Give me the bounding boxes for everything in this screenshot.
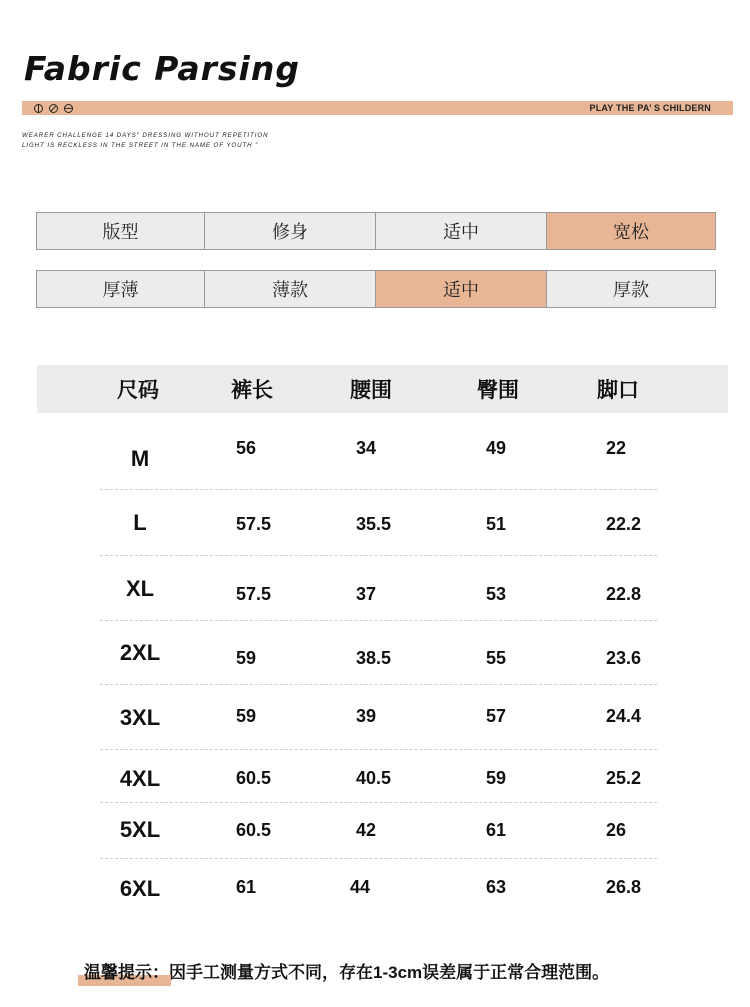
table-cell: 39 — [356, 706, 377, 726]
tagline-line-2: LIGHT IS RECKLESS IN THE STREET IN THE NAME OF YOUTH " — [22, 142, 259, 149]
table-cell: 59 — [236, 706, 257, 726]
band-tag: PLAY THE PA’ S CHILDERN — [589, 103, 711, 113]
table-cell: 60.5 — [236, 820, 272, 840]
table-cell: 38.5 — [356, 648, 392, 668]
table-cell: 37 — [356, 584, 377, 604]
circle-slash-icon — [49, 104, 58, 113]
column-header: 臀围 — [477, 379, 519, 402]
row-divider — [100, 489, 657, 490]
table-cell: 22.2 — [606, 514, 642, 534]
table-cell: 60.5 — [236, 768, 272, 788]
table-cell: 55 — [486, 648, 507, 668]
size-table-header — [37, 365, 728, 413]
row-divider — [100, 684, 657, 685]
attribute-option: 适中 — [376, 213, 547, 249]
table-cell: 57.5 — [236, 584, 272, 604]
table-cell: 56 — [236, 438, 257, 458]
row-divider — [100, 555, 657, 556]
table-cell: 51 — [486, 514, 507, 534]
table-cell: 42 — [356, 820, 377, 840]
attribute-row — [36, 212, 716, 250]
table-cell: 34 — [356, 438, 377, 458]
page-title: Fabric Parsing — [24, 49, 300, 88]
table-cell: 24.4 — [606, 706, 642, 726]
table-cell: 22 — [606, 438, 627, 458]
note-label: 温馨提示： — [84, 963, 169, 982]
row-divider — [100, 802, 657, 803]
table-cell: 35.5 — [356, 514, 392, 534]
column-header: 裤长 — [231, 379, 273, 402]
row-divider — [100, 858, 657, 859]
note-text: 因手工测量方式不同，存在1-3cm误差属于正常合理范围。 — [169, 963, 610, 982]
measurement-note — [84, 958, 609, 983]
table-cell: 40.5 — [356, 768, 392, 788]
table-cell: 61 — [486, 820, 507, 840]
size-label: 3XL — [119, 705, 161, 730]
table-cell: 53 — [486, 584, 507, 604]
row-divider — [100, 749, 657, 750]
row-divider — [100, 620, 657, 621]
size-label: 4XL — [119, 766, 161, 791]
table-cell: 57 — [486, 706, 507, 726]
column-header: 脚口 — [597, 379, 639, 402]
column-header: 尺码 — [117, 379, 159, 402]
table-cell: 59 — [486, 768, 507, 788]
tagline-line-1: WEARER CHALLENGE 14 DAYS" DRESSING WITHOUT REPETITION — [22, 132, 269, 139]
table-cell: 22.8 — [606, 584, 642, 604]
size-label: 2XL — [119, 640, 161, 665]
size-label: M — [130, 446, 150, 471]
size-label: 6XL — [119, 876, 161, 901]
table-cell: 26.8 — [606, 877, 642, 897]
size-label: L — [133, 510, 147, 535]
attribute-option: 修身 — [205, 213, 376, 249]
table-cell: 25.2 — [606, 768, 642, 788]
size-label: 5XL — [119, 817, 161, 842]
table-cell: 44 — [350, 877, 371, 897]
circle-slash-icon — [34, 104, 43, 113]
attribute-row — [36, 270, 716, 308]
title-band — [22, 101, 733, 115]
size-label: XL — [125, 576, 155, 601]
table-cell: 57.5 — [236, 514, 272, 534]
tagline — [22, 131, 268, 151]
table-cell: 49 — [486, 438, 507, 458]
table-cell: 59 — [236, 648, 257, 668]
circle-slash-icon — [64, 104, 73, 113]
attribute-option: 厚款 — [613, 280, 649, 300]
table-cell: 26 — [606, 820, 627, 840]
attribute-label: 厚薄 — [37, 271, 205, 307]
attribute-option-selected: 宽松 — [547, 213, 715, 249]
table-cell: 61 — [236, 877, 257, 897]
attribute-option: 薄款 — [205, 271, 376, 307]
table-cell: 23.6 — [606, 648, 642, 668]
band-icons — [34, 101, 73, 115]
table-cell: 63 — [486, 877, 507, 897]
column-header: 腰围 — [350, 379, 392, 402]
attribute-label: 版型 — [37, 213, 205, 249]
attribute-option-selected: 适中 — [376, 271, 547, 307]
